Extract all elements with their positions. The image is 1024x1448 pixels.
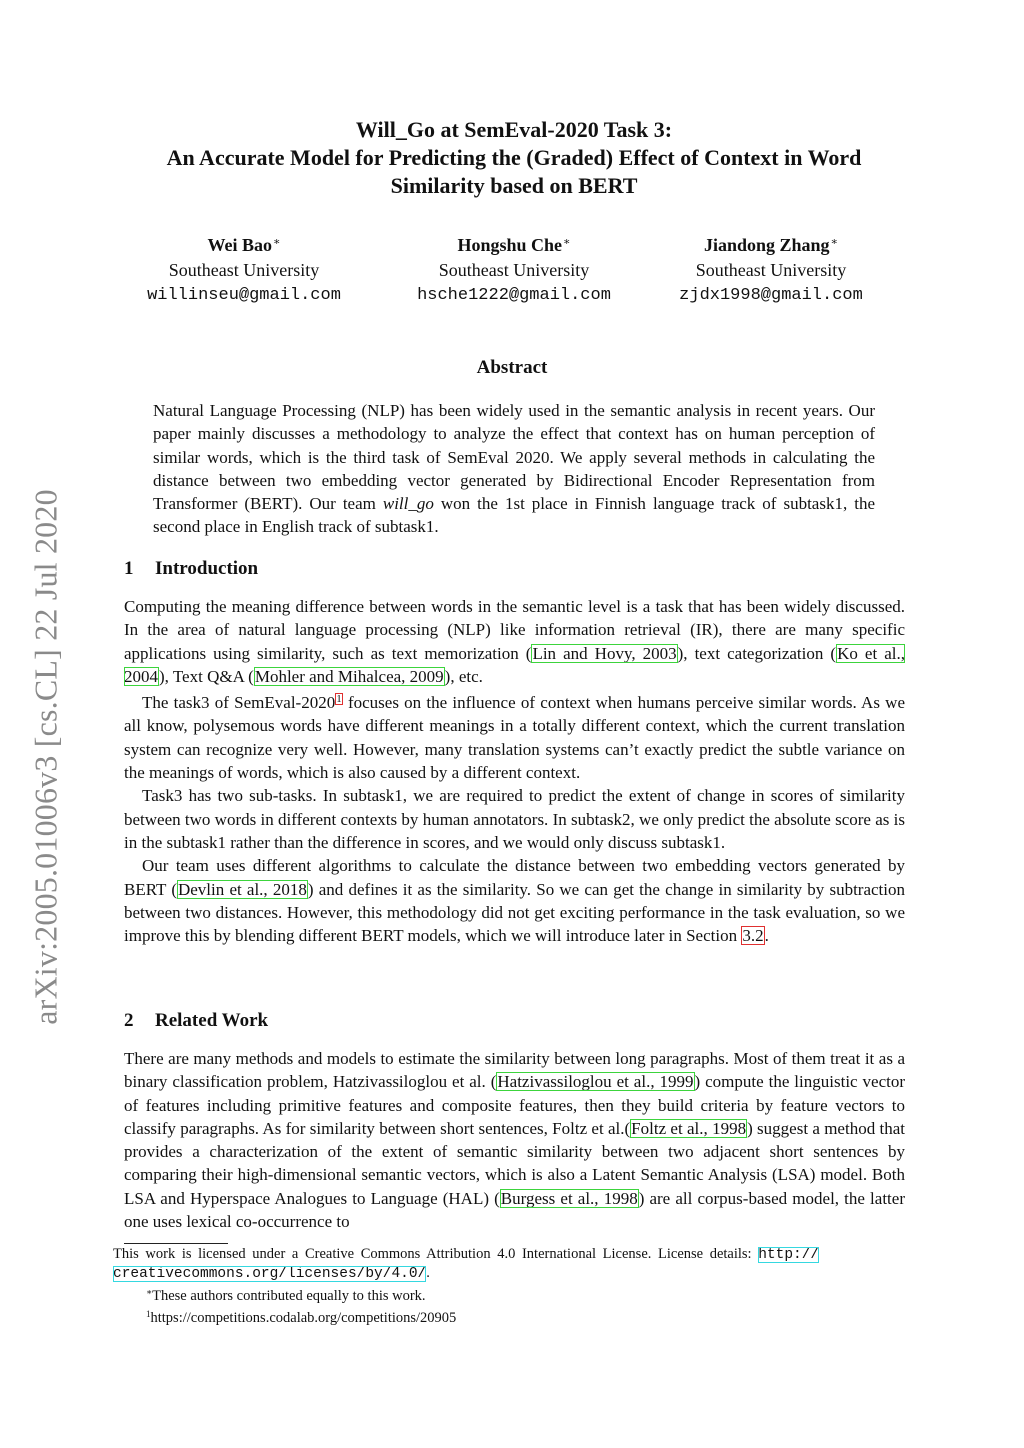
- paragraph: [124, 595, 905, 688]
- equal-contribution-mark: ∗: [830, 236, 839, 248]
- abstract-heading: Abstract: [476, 357, 548, 378]
- footnote-mark: 1: [146, 1309, 151, 1319]
- paragraph: [124, 854, 905, 947]
- license-footnote: [113, 1245, 906, 1264]
- author-name: Jiandong Zhang: [703, 235, 830, 255]
- equal-contribution-mark: ∗: [273, 236, 281, 248]
- title-line-2: An Accurate Model for Predicting the (Graded) Effect of Context in Word: [166, 145, 862, 170]
- text-run: ) compute the linguistic vector of features including primitive features and composite features, then they build criteria by feature vectors to classify paragraphs. As for similarity between short sentences, Foltz et al.(: [124, 1072, 905, 1138]
- text-run: The task3 of SemEval-2020: [142, 693, 336, 713]
- text-run: This work is licensed under a Creative Commons Attribution 4.0 International License. License details:: [113, 1246, 759, 1262]
- title-line-1: Will_Go at SemEval-2020 Task 3:: [355, 117, 673, 142]
- text-run: Computing the meaning difference between words in the semantic level is a task that has been widely discussed. In the area of natural language processing (NLP) like information retrieval (IR), there are many specific applications using similarity, such as text memorization (: [124, 597, 905, 663]
- related-work-body: [124, 1047, 905, 1233]
- citation-link[interactable]: Burgess et al., 1998: [500, 1188, 638, 1208]
- abstract-text: [153, 399, 875, 539]
- paragraph: Task3 has two sub-tasks. In subtask1, we are required to predict the extent of change in scores of similarity between two words in different contexts by human annotators. In subtask2, we only predict the absolute score as is in the subtask1 rather than the difference in scores, and we would only discuss subtask1.: [124, 786, 905, 852]
- text-run: Our team uses different algorithms to calculate the distance between two embedding vectors generated by BERT (: [124, 856, 905, 899]
- license-url-link[interactable]: creativecommons.org/licenses/by/4.0/: [113, 1266, 427, 1282]
- footnote-link[interactable]: 1: [336, 693, 342, 706]
- team-name: will_go: [382, 494, 434, 514]
- footnote-1: [113, 1305, 906, 1327]
- citation-link[interactable]: Hatzivassiloglou et al., 1999: [497, 1072, 694, 1092]
- section-heading-introduction: [124, 558, 258, 580]
- license-url-link[interactable]: http://: [758, 1247, 820, 1263]
- abstract-text-part: won the 1st place in Finnish language track of subtask1, the second place in English track of subtask1.: [153, 494, 875, 537]
- text-run: focuses on the influence of context when humans perceive similar words. As we all know, polysemous words have different meanings in a totally different context, which the current translation system can recognize very well. However, many translation systems can’t exactly predict the subtle variance on the meanings of words, which is also caused by a different context.: [124, 693, 906, 783]
- author-affiliation: Southeast University: [438, 260, 590, 280]
- text-run: .: [426, 1265, 430, 1281]
- paragraph: [124, 1047, 905, 1233]
- section-title: Related Work: [155, 1010, 269, 1031]
- section-reference-link[interactable]: 3.2: [742, 926, 764, 946]
- license-footnote-cont: [113, 1264, 906, 1283]
- author-affiliation: Southeast University: [168, 260, 320, 280]
- section-number: 1: [124, 558, 134, 579]
- section-number: 2: [124, 1010, 134, 1031]
- text-run: ) are all corpus-based model, the latter one uses lexical co-occurrence to: [124, 1188, 905, 1232]
- section-title: Introduction: [155, 558, 259, 579]
- author-email[interactable]: hsche1222@gmail.com: [417, 286, 611, 305]
- citation-link[interactable]: Ko et al., 2004: [124, 643, 905, 686]
- text-run: There are many methods and models to estimate the similarity between long paragraphs. Most of them treat it as a binary classification problem, Hatzivassiloglou et al. (: [124, 1049, 905, 1092]
- citation-link[interactable]: Lin and Hovy, 2003: [532, 643, 677, 663]
- footnote-rule: [124, 1243, 228, 1244]
- arxiv-identifier-stamp: arXiv:2005.01006v3 [cs.CL] 22 Jul 2020: [27, 489, 64, 1025]
- equal-contribution-footnote: [113, 1283, 906, 1305]
- citation-link[interactable]: Mohler and Mihalcea, 2009: [254, 666, 444, 686]
- paper-title: [110, 116, 918, 200]
- author-email[interactable]: willinseu@gmail.com: [147, 286, 341, 305]
- author-block: [130, 230, 900, 310]
- text-run: ), Text Q&A (: [159, 666, 254, 686]
- text-run: These authors contributed equally to this work.: [152, 1288, 426, 1304]
- abstract-text-part: Natural Language Processing (NLP) has been widely used in the semantic analysis in recent years. Our paper mainly discusses a methodology to analyze the effect that context has on human perception of similar words, which is the third task of SemEval 2020. We apply several methods in calculating the distance between two embedding vector generated by Bidirectional Encoder Representation from Transformer (BERT). Our team: [153, 401, 875, 514]
- paragraph: [124, 688, 905, 784]
- footnote-mark: ∗: [146, 1287, 153, 1297]
- section-heading-related-work: [124, 1010, 268, 1032]
- introduction-body: [124, 595, 905, 947]
- text-run: ) and defines it as the similarity. So we can get the change in similarity by subtraction between two distances. However, this methodology did not get exciting performance in the task evaluation, so we improve this by blending different BERT models, which we will introduce later in Section: [124, 879, 905, 946]
- text-run: .: [764, 926, 769, 946]
- equal-contribution-mark: ∗: [563, 236, 571, 248]
- author-affiliation: Southeast University: [695, 260, 847, 280]
- author-email[interactable]: zjdx1998@gmail.com: [679, 286, 863, 305]
- text-run: ) suggest a method that provides a characterization of the extent of semantic similarity between two adjacent short sentences by comparing their high-dimensional semantic vectors, which is also a Latent Semantic Analysis (LSA) model. Both LSA and Hyperspace Analogues to Language (HAL) (: [124, 1118, 905, 1208]
- citation-link[interactable]: Devlin et al., 2018: [177, 879, 307, 899]
- title-line-3: Similarity based on BERT: [390, 173, 638, 198]
- footnotes: [113, 1245, 906, 1327]
- citation-link[interactable]: Foltz et al., 1998: [631, 1118, 747, 1138]
- author-name: Wei Bao: [207, 235, 273, 255]
- author-name: Hongshu Che: [457, 235, 563, 255]
- author-1: [114, 230, 374, 309]
- author-3: [641, 230, 901, 309]
- text-run: ), text categorization (: [677, 643, 837, 663]
- text-run: ), etc.: [444, 666, 483, 686]
- footnote-url[interactable]: https://competitions.codalab.org/competitions/20905: [150, 1310, 457, 1326]
- author-2: [384, 230, 644, 309]
